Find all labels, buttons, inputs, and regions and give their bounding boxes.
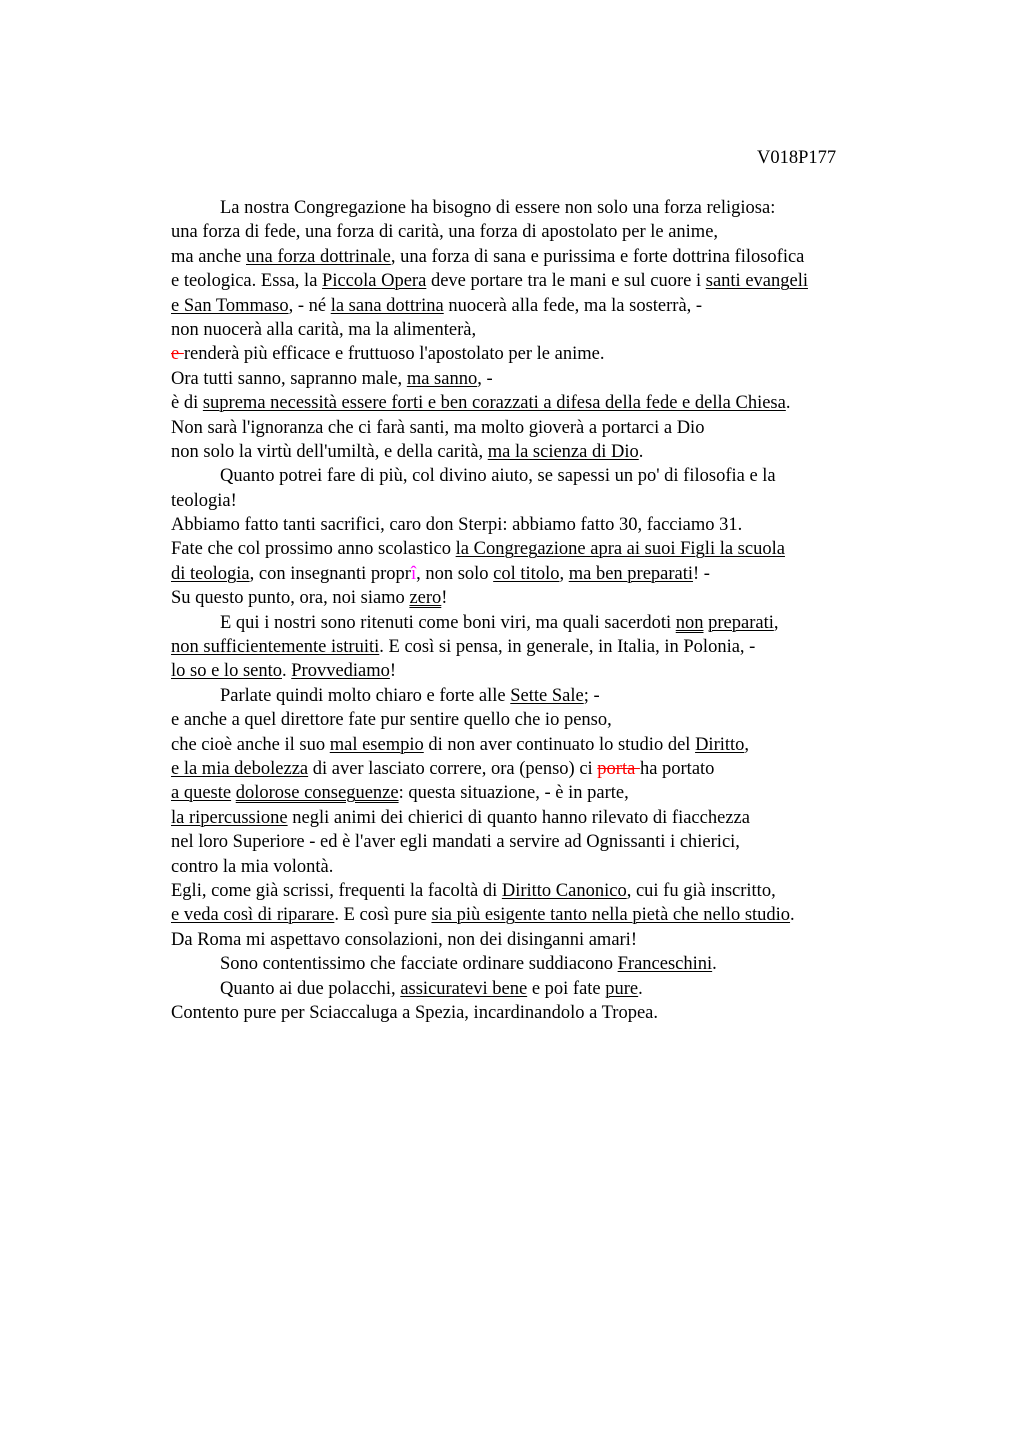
- text-line: [171, 611, 901, 635]
- text-segment: deve portare tra le mani e sul cuore i: [426, 271, 706, 292]
- text-segment: Non sarà l'ignoranza che ci farà santi, ma molto gioverà a portarci a Dio: [171, 417, 705, 438]
- text-segment: è di: [171, 393, 203, 414]
- underlined-text: e la mia debolezza: [171, 758, 309, 779]
- text-segment: ,: [559, 563, 569, 584]
- text-segment: Sono contentissimo che facciate ordinare suddiacono: [220, 954, 618, 975]
- text-line: [171, 220, 901, 244]
- text-segment: Ora tutti sanno, sapranno male,: [171, 368, 407, 389]
- text-line: [171, 806, 901, 830]
- struck-through-text: porta: [597, 758, 640, 779]
- text-segment: ,: [773, 612, 779, 633]
- underlined-text: col titolo: [493, 563, 560, 584]
- underlined-text: mal esempio: [329, 734, 424, 755]
- text-line: [171, 757, 901, 781]
- text-segment: La nostra Congregazione ha bisogno di essere non solo una forza religiosa:: [220, 198, 776, 218]
- double-underlined-text: non: [675, 612, 704, 633]
- text-segment: Su questo punto, ora, noi siamo: [171, 588, 410, 609]
- text-segment: di aver lasciato correre, ora (penso) ci: [308, 758, 598, 779]
- text-line: [171, 513, 901, 537]
- text-segment: .: [712, 954, 717, 975]
- text-segment: ! -: [693, 563, 710, 584]
- text-segment: ,: [744, 734, 750, 755]
- text-segment: .: [790, 905, 795, 926]
- text-segment: Contento pure per Sciaccaluga a Spezia, incardinandolo a Tropea.: [171, 1002, 659, 1023]
- text-segment: , - né: [288, 295, 331, 316]
- text-segment: .: [785, 393, 791, 414]
- text-segment: e teologica. Essa, la: [171, 271, 323, 292]
- underlined-text: una forza dottrinale: [246, 246, 391, 267]
- double-underlined-text: dolorose conseguenze: [235, 783, 399, 804]
- text-segment: ha portato: [639, 758, 715, 779]
- underlined-text: sia più esigente tanto nella pietà che nello studio: [431, 905, 791, 926]
- text-segment: . E così pure: [334, 905, 432, 926]
- text-line: [171, 708, 901, 732]
- text-line: [171, 635, 901, 659]
- underlined-text: ma ben preparati: [568, 563, 694, 584]
- text-segment: E qui i nostri sono ritenuti come boni viri, ma quali sacerdoti: [220, 612, 676, 633]
- underlined-text: la ripercussione: [171, 807, 288, 828]
- text-segment: .: [638, 978, 643, 999]
- text-line: [171, 196, 901, 220]
- text-line: [171, 830, 901, 854]
- underlined-text: Diritto Canonico: [501, 880, 627, 901]
- underlined-text: la Congregazione apra ai suoi Figli la scuola: [455, 539, 785, 560]
- text-segment: , con insegnanti propr: [249, 563, 411, 584]
- text-segment: Da Roma mi aspettavo consolazioni, non dei disinganni amari!: [171, 929, 637, 950]
- text-line: [171, 781, 901, 805]
- text-line: [171, 733, 901, 757]
- underlined-text: e veda così di riparare: [171, 905, 335, 926]
- underlined-text: preparati: [708, 612, 774, 633]
- text-segment: Parlate quindi molto chiaro e forte alle: [220, 685, 511, 706]
- text-line: [171, 269, 901, 293]
- underlined-text: Piccola Opera: [322, 271, 427, 292]
- text-segment: negli animi dei chierici di quanto hanno rilevato di fiacchezza: [287, 807, 750, 828]
- underlined-text: suprema necessità essere forti e ben corazzati a difesa della fede e della Chiesa: [202, 393, 786, 414]
- text-line: [171, 367, 901, 391]
- text-line: [171, 1001, 901, 1025]
- text-segment: , -: [477, 368, 493, 389]
- double-underlined-text: zero: [409, 588, 442, 609]
- text-line: [171, 586, 901, 610]
- text-line: [171, 294, 901, 318]
- text-segment: renderà più efficace e fruttuoso l'apostolato per le anime.: [183, 344, 605, 365]
- text-segment: : questa situazione, - è in parte,: [398, 783, 629, 804]
- inserted-accent-mark: î: [410, 563, 417, 584]
- text-line: [171, 659, 901, 683]
- text-segment: di non aver continuato lo studio del: [423, 734, 696, 755]
- text-segment: Quanto ai due polacchi,: [220, 978, 401, 999]
- text-segment: nel loro Superiore - ed è l'aver egli mandati a servire ad Ognissanti i chierici,: [171, 832, 740, 853]
- text-segment: teologia!: [171, 490, 237, 511]
- underlined-text: e San Tommaso: [171, 295, 289, 316]
- text-line: [171, 489, 901, 513]
- text-segment: Fate che col prossimo anno scolastico: [171, 539, 456, 560]
- text-line: [171, 440, 901, 464]
- underlined-text: ma la scienza di Dio: [487, 441, 639, 462]
- text-segment: , una forza di sana e purissima e forte dottrina filosofica: [390, 246, 805, 267]
- underlined-text: ma sanno: [406, 368, 478, 389]
- underlined-text: assicuratevi bene: [400, 978, 528, 999]
- text-line: [171, 342, 901, 366]
- text-line: [171, 464, 901, 488]
- text-segment: , cui fu già inscritto,: [626, 880, 776, 901]
- text-line: [171, 318, 901, 342]
- text-segment: non solo la virtù dell'umiltà, e della carità,: [171, 441, 488, 462]
- text-line: [171, 684, 901, 708]
- page-code: V018P177: [757, 148, 837, 168]
- text-line: [171, 537, 901, 561]
- text-segment: , non solo: [416, 563, 494, 584]
- underlined-text: pure: [605, 978, 639, 999]
- text-segment: che cioè anche il suo: [171, 734, 330, 755]
- text-segment: Quanto potrei fare di più, col divino aiuto, se sapessi un po' di filosofia e la: [220, 466, 776, 487]
- underlined-text: non sufficientemente istruiti: [171, 637, 380, 658]
- underlined-text: la sana dottrina: [330, 295, 444, 316]
- underlined-text: a queste: [171, 783, 232, 804]
- text-line: [171, 952, 901, 976]
- text-segment: Abbiamo fatto tanti sacrifici, caro don Sterpi: abbiamo fatto 30, facciamo 31.: [171, 515, 743, 536]
- struck-through-text: e: [171, 344, 184, 365]
- underlined-text: di teologia: [171, 563, 250, 584]
- underlined-text: Sette Sale: [510, 685, 584, 706]
- letter-body: [171, 196, 901, 1025]
- text-segment: . E così si pensa, in generale, in Italia, in Polonia, -: [379, 637, 756, 658]
- text-segment: e anche a quel direttore fate pur sentire quello che io penso,: [171, 710, 612, 731]
- text-segment: ma anche: [171, 246, 246, 267]
- text-segment: Egli, come già scrissi, frequenti la facoltà di: [171, 880, 502, 901]
- text-line: [171, 855, 901, 879]
- text-segment: contro la mia volontà.: [171, 856, 334, 877]
- text-segment: !: [389, 661, 397, 682]
- text-line: [171, 977, 901, 1001]
- text-line: [171, 928, 901, 952]
- text-line: [171, 879, 901, 903]
- text-line: [171, 391, 901, 415]
- text-segment: e poi fate: [527, 978, 606, 999]
- underlined-text: Provvediamo: [291, 661, 390, 682]
- underlined-text: lo so e lo sento: [171, 661, 282, 682]
- text-segment: nuocerà alla fede, ma la sosterrà, -: [443, 295, 703, 316]
- text-segment: non nuocerà alla carità, ma la alimenterà,: [171, 319, 477, 340]
- text-line: [171, 416, 901, 440]
- underlined-text: santi evangeli: [705, 271, 808, 292]
- underlined-text: Diritto: [695, 734, 745, 755]
- text-line: [171, 562, 901, 586]
- underlined-text: Franceschini: [617, 954, 713, 975]
- text-segment: .: [282, 661, 292, 682]
- text-segment: ; -: [583, 685, 600, 706]
- text-line: [171, 903, 901, 927]
- text-segment: una forza di fede, una forza di carità, una forza di apostolato per le anime,: [171, 222, 719, 243]
- text-line: [171, 245, 901, 269]
- text-segment: .: [638, 441, 644, 462]
- text-segment: !: [441, 588, 448, 609]
